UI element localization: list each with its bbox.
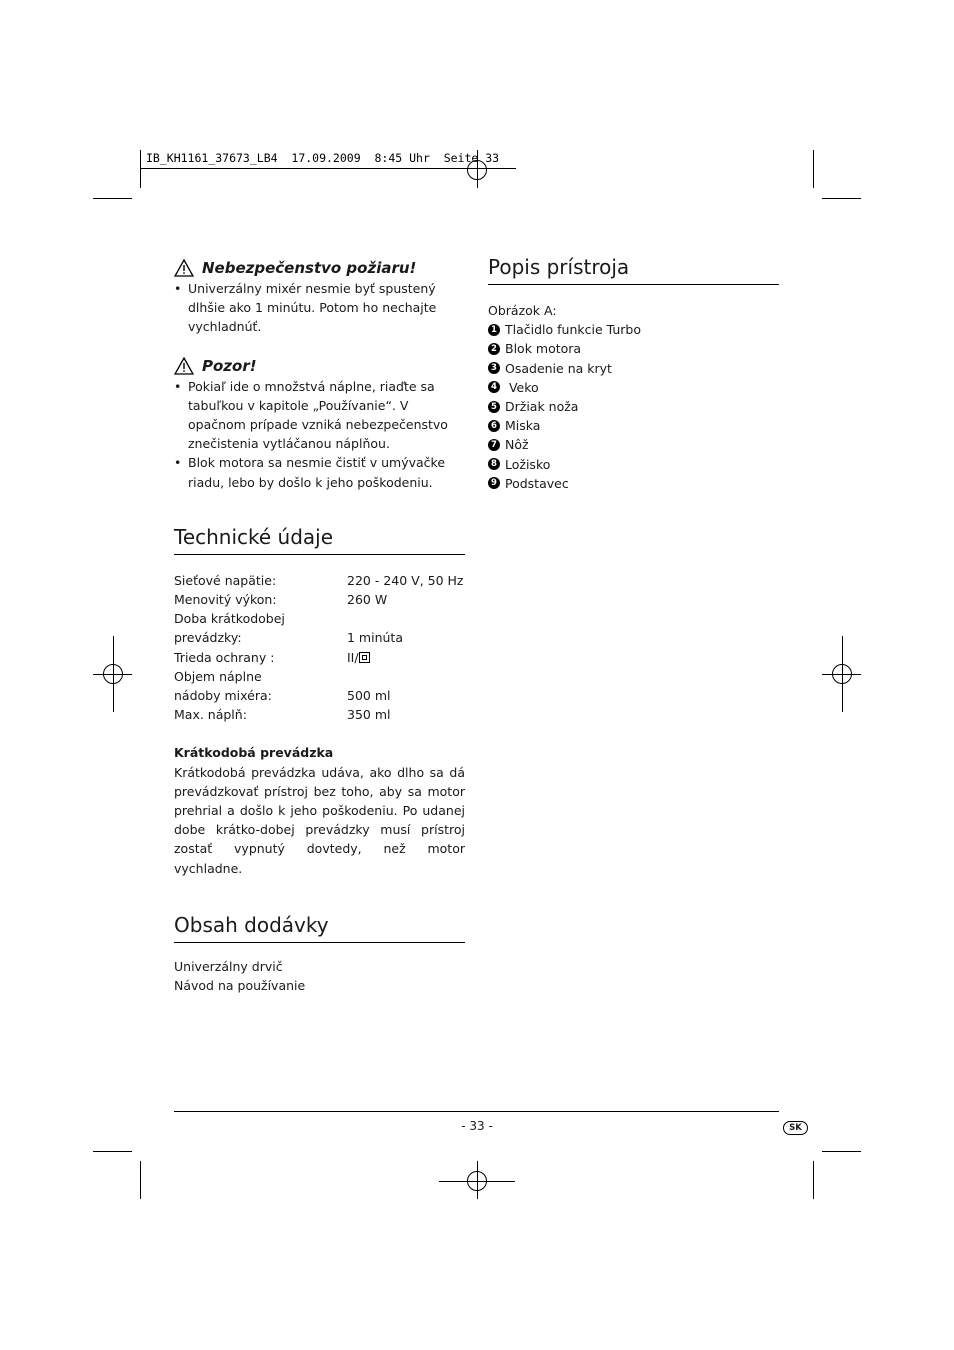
number-badge: 8: [488, 458, 500, 470]
list-item: • Pokiaľ ide o množstvá náplne, riaďte sa tabuľkou v kapitole „Používanie“. V opačnom prípade vzniká nebezpečenstvo znečistenia vytláčanou náplňou.: [174, 377, 465, 454]
number-badge: 6: [488, 420, 500, 432]
number-badge: 9: [488, 477, 500, 489]
caution-warning: [174, 356, 465, 492]
fire-warning-list: [174, 279, 465, 337]
spec-value: [347, 667, 465, 686]
short-operation-heading: Krátkodobá prevádzka: [174, 745, 334, 761]
spec-label: prevádzky:: [174, 630, 242, 646]
list-item: 1 Tlačidlo funkcie Turbo: [488, 320, 779, 339]
spec-value: 500 ml: [347, 688, 391, 704]
list-item: 8 Ložisko: [488, 455, 779, 474]
spec-label: nádoby mixéra:: [174, 688, 272, 704]
scope-list: [174, 957, 465, 995]
spec-value: 260 W: [347, 592, 388, 608]
tech-data-table: [174, 571, 465, 725]
crop-mark: [813, 1161, 814, 1199]
slug-underline: [140, 168, 516, 169]
spec-label: Doba krátkodobej: [174, 611, 285, 627]
left-column: [174, 258, 465, 995]
spec-value: 1 minúta: [347, 630, 403, 646]
list-item: • Blok motora sa nesmie čistiť v umývačke riadu, lebo by došlo k jeho poškodeniu.: [174, 453, 465, 491]
spec-label: Max. náplň:: [174, 707, 247, 723]
list-item: Návod na používanie: [174, 978, 306, 994]
caution-warning-title: Pozor!: [202, 356, 257, 375]
spec-label: Menovitý výkon:: [174, 592, 277, 608]
crop-mark: [93, 198, 132, 199]
registration-line: [439, 1181, 515, 1182]
print-slug: IB_KH1161_37673_LB4 17.09.2009 8:45 Uhr Seite 33: [146, 151, 500, 165]
crop-mark: [93, 1151, 132, 1152]
list-item: 3 Osadenie na kryt: [488, 359, 779, 378]
spec-value: [347, 609, 465, 628]
scope-section: [174, 912, 465, 995]
spec-value: 220 - 240 V, 50 Hz: [347, 572, 464, 588]
spec-label: Trieda ochrany :: [174, 649, 275, 665]
list-item: 7 Nôž: [488, 435, 779, 454]
footer-rule: [174, 1111, 779, 1112]
list-item: Univerzálny drvič: [174, 958, 283, 974]
number-badge: 7: [488, 439, 500, 451]
crop-mark: [813, 150, 814, 188]
crop-mark: [822, 1151, 861, 1152]
spec-label: Objem náplne: [174, 668, 262, 684]
crop-mark: [140, 1161, 141, 1199]
number-badge: 4: [488, 381, 500, 393]
list-item: 9 Podstavec: [488, 474, 779, 493]
short-operation-text: Krátkodobá prevádzka udáva, ako dlho sa dá prevádzkovať prístroj bez toho, aby sa motor prehrial a došlo k jeho poškodeniu. Po udanej dobe krátko-dobej prevádzky musí prístroj zostať vypnutý dovtedy, než motor vychladne.: [174, 764, 465, 876]
list-item: 6 Miska: [488, 416, 779, 435]
figure-label: Obrázok A:: [488, 303, 557, 318]
protection-class-icon: [359, 652, 370, 663]
device-description-heading: Popis prístroja: [488, 254, 779, 285]
list-item: • Univerzálny mixér nesmie byť spustený dlhšie ako 1 minútu. Potom ho nechajte vychladnúť.: [174, 279, 465, 337]
warning-triangle-icon: [174, 259, 194, 277]
spec-value: II/: [347, 648, 465, 667]
crop-mark: [140, 150, 141, 188]
registration-line: [842, 636, 843, 712]
warning-triangle-icon: [174, 357, 194, 375]
right-column: [488, 254, 779, 493]
scope-heading: Obsah dodávky: [174, 912, 465, 943]
spec-value: 350 ml: [347, 707, 391, 723]
number-badge: 1: [488, 324, 500, 336]
number-badge: 2: [488, 343, 500, 355]
fire-warning: [174, 258, 465, 337]
caution-warning-list: [174, 377, 465, 492]
crop-mark: [822, 198, 861, 199]
tech-data-section: [174, 524, 465, 878]
spec-label: Sieťové napätie:: [174, 572, 277, 588]
list-item: 5 Držiak noža: [488, 397, 779, 416]
tech-data-heading: Technické údaje: [174, 524, 465, 555]
page-number: - 33 -: [461, 1119, 493, 1133]
fire-warning-title: Nebezpečenstvo požiaru!: [202, 259, 417, 277]
number-badge: 5: [488, 401, 500, 413]
list-item: 2 Blok motora: [488, 339, 779, 358]
language-badge: SK: [783, 1121, 808, 1135]
registration-line: [477, 1161, 478, 1199]
part-list: [488, 320, 779, 493]
list-item: 4 Veko: [488, 378, 779, 397]
registration-line: [113, 636, 114, 712]
number-badge: 3: [488, 362, 500, 374]
